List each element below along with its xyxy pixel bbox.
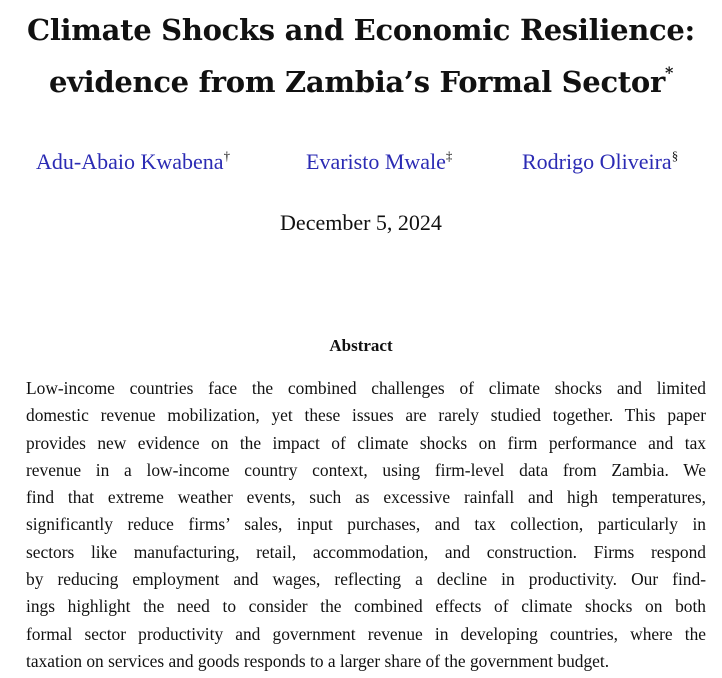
- abstract-line: Low-income countries face the combined challenges of climate shocks and limited: [26, 378, 706, 398]
- abstract-line: provides new evidence on the impact of climate shocks on firm performance and tax: [26, 432, 706, 453]
- abstract-line: formal sector productivity and government revenue in developing countries, where the: [26, 623, 706, 644]
- abstract-heading: Abstract: [329, 336, 393, 355]
- title-line-1: Climate Shocks and Economic Resilience:: [27, 13, 695, 47]
- title-line-2: [0, 56, 722, 108]
- author-3-name[interactable]: Rodrigo Oliveira: [522, 149, 672, 174]
- author-2[interactable]: [306, 149, 452, 175]
- title-line-2-text: evidence from Zambia’s Formal Sector: [48, 65, 665, 99]
- publication-date: December 5, 2024: [280, 210, 442, 235]
- author-3[interactable]: [522, 149, 678, 175]
- author-1[interactable]: [36, 149, 230, 175]
- abstract-body: [26, 375, 706, 675]
- author-1-footnote-mark[interactable]: †: [223, 148, 231, 163]
- paper-title: [0, 4, 722, 108]
- author-1-name[interactable]: Adu-Abaio Kwabena: [36, 149, 224, 174]
- abstract-line: sectors like manufacturing, retail, accommodation, and construction. Firms respond: [26, 541, 706, 562]
- abstract-line: ings highlight the need to consider the combined effects of climate shocks on both: [26, 596, 706, 617]
- author-2-name[interactable]: Evaristo Mwale: [306, 149, 446, 174]
- author-3-footnote-mark[interactable]: §: [671, 148, 679, 163]
- abstract-line: find that extreme weather events, such as excessive rainfall and high temperatures,: [26, 487, 706, 508]
- abstract-line: revenue in a low-income country context, using firm-level data from Zambia. We: [26, 459, 706, 480]
- author-list: [0, 149, 722, 179]
- abstract-line: by reducing employment and wages, reflecting a decline in productivity. Our find-: [26, 569, 706, 590]
- abstract-line: domestic revenue mobilization, yet these issues are rarely studied together. This paper: [26, 405, 706, 426]
- author-2-footnote-mark[interactable]: ‡: [445, 148, 453, 163]
- abstract-line: significantly reduce firms’ sales, input purchases, and tax collection, particularly in: [26, 514, 706, 535]
- abstract-line: taxation on services and goods responds to a larger share of the government budget.: [26, 650, 610, 671]
- title-footnote-mark[interactable]: *: [664, 63, 674, 82]
